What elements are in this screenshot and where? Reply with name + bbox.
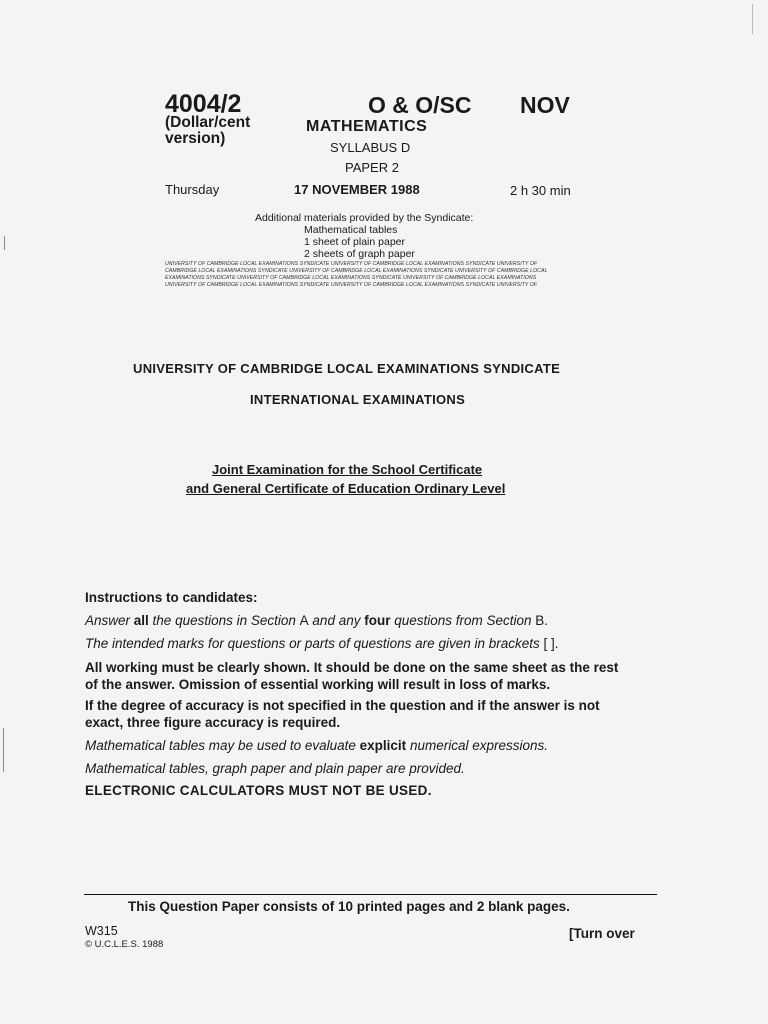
turn-over-note: [Turn over bbox=[569, 926, 635, 941]
scan-edge-mark bbox=[752, 4, 753, 34]
exam-session: NOV bbox=[520, 92, 570, 118]
instruction-accuracy-2: exact, three figure accuracy is required. bbox=[85, 715, 341, 730]
exam-level: O & O/SC bbox=[368, 92, 472, 118]
joint-exam-line-1: Joint Examination for the School Certificate bbox=[212, 462, 483, 477]
instructions-heading: Instructions to candidates: bbox=[85, 590, 258, 605]
international-title: INTERNATIONAL EXAMINATIONS bbox=[250, 392, 466, 407]
security-fine-print: UNIVERSITY OF CAMBRIDGE LOCAL EXAMINATIONS SYNDICATE UNIVERSITY OF CAMBRIDGE LOCAL EXAMINATIONS SYNDICATE UNIVERSITY OF CAMBRIDGE LOCAL EXAMINATIONS SYNDICATE UNIVERSITY OF CAMBRIDGE LOCAL EXAMINATIONS SYNDICATE UNIVERSITY OF CAMBRIDGE LOCAL EXAMINATIONS SYNDICATE UNIVERSITY OF CAMBRIDGE LOCAL EXAMINATIONS SYNDICATE UNIVERSITY OF CAMBRIDGE LOCAL EXAMINATIONS UNIVERSITY OF CAMBRIDGE LOCAL EXAMINATIONS SYNDICATE UNIVERSITY OF CAMBRIDGE LOCAL EXAMINATIONS SYNDICATE UNIVERSITY OF bbox=[165, 261, 548, 288]
material-item: 2 sheets of graph paper bbox=[304, 248, 415, 260]
syllabus: SYLLABUS D bbox=[330, 140, 411, 155]
footer-divider bbox=[84, 894, 657, 895]
subject-title: MATHEMATICS bbox=[306, 118, 428, 135]
paper-number: PAPER 2 bbox=[345, 160, 399, 175]
instruction-tables: Mathematical tables may be used to evaluate explicit numerical expressions. bbox=[85, 738, 548, 753]
instruction-accuracy-1: If the degree of accuracy is not specified in the question and if the answer is not bbox=[85, 698, 600, 713]
copyright: © U.C.L.E.S. 1988 bbox=[85, 939, 164, 950]
scan-edge-mark bbox=[4, 236, 5, 250]
exam-date: 17 NOVEMBER 1988 bbox=[294, 182, 420, 197]
material-item: Mathematical tables bbox=[304, 224, 398, 236]
exam-day: Thursday bbox=[165, 182, 220, 197]
instruction-provided: Mathematical tables, graph paper and plain paper are provided. bbox=[85, 761, 465, 776]
version-note: (Dollar/cent version) bbox=[165, 114, 251, 147]
document-code: W315 bbox=[85, 924, 118, 938]
joint-exam-line-2: and General Certificate of Education Ordinary Level bbox=[186, 481, 506, 496]
exam-duration: 2 h 30 min bbox=[510, 183, 571, 198]
page-count-note: This Question Paper consists of 10 printed pages and 2 blank pages. bbox=[128, 899, 570, 914]
instruction-calculators: ELECTRONIC CALCULATORS MUST NOT BE USED. bbox=[85, 783, 432, 798]
paper-code: 4004/2 bbox=[165, 90, 242, 118]
instruction-working-1: All working must be clearly shown. It should be done on the same sheet as the rest bbox=[85, 660, 619, 675]
scan-edge-mark bbox=[3, 728, 4, 772]
material-item: 1 sheet of plain paper bbox=[304, 236, 405, 248]
instruction-marks: The intended marks for questions or parts of questions are given in brackets [ ]. bbox=[85, 636, 559, 651]
syndicate-title: UNIVERSITY OF CAMBRIDGE LOCAL EXAMINATIONS SYNDICATE bbox=[133, 361, 561, 376]
instruction-working-2: of the answer. Omission of essential working will result in loss of marks. bbox=[85, 677, 551, 692]
materials-heading: Additional materials provided by the Syndicate: bbox=[255, 212, 474, 224]
instruction-sections: Answer all the questions in Section A and any four questions from Section B. bbox=[85, 613, 549, 628]
